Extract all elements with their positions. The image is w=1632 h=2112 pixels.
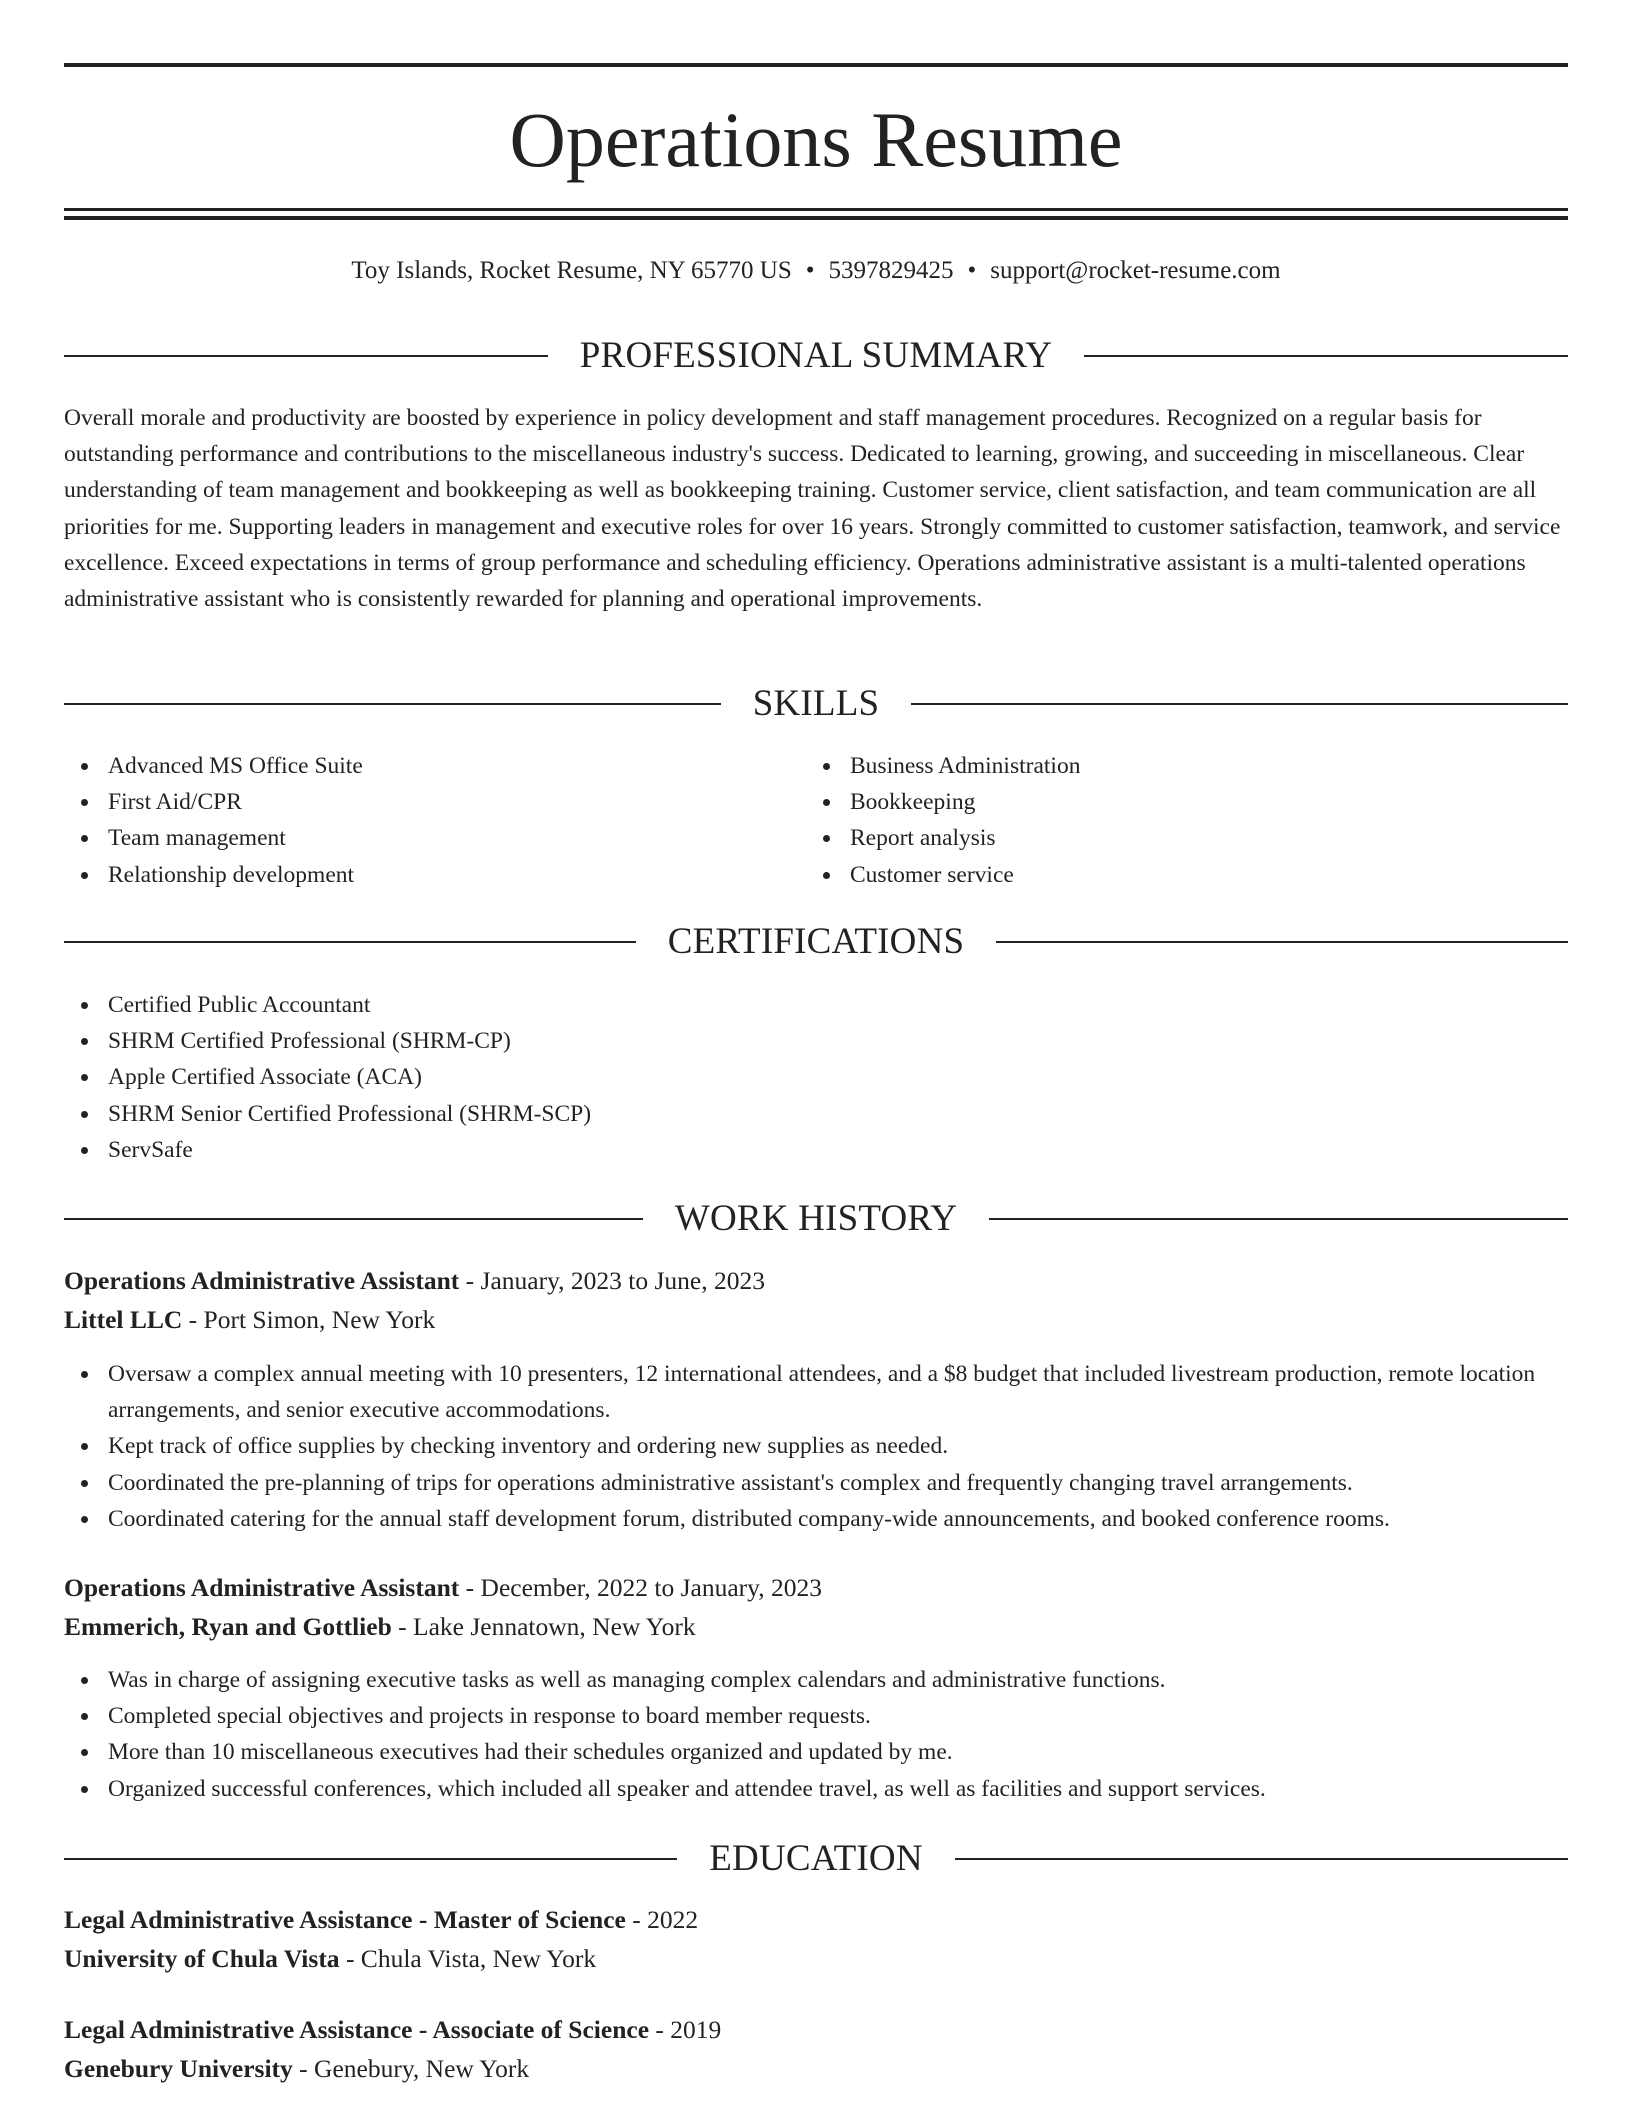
education-degree-line [64,2012,1568,2048]
heading-rule [64,703,721,705]
job-title-line [64,1570,1568,1606]
education-school-line [64,1941,1568,1977]
job-bullet: Coordinated catering for the annual staff development forum, distributed company-wide announcements, and booked conference rooms. [64,1501,1568,1537]
contact-separator: • [805,257,815,284]
job-dates: - January, 2023 to June, 2023 [459,1266,765,1295]
job-bullet: Was in charge of assigning executive tasks as well as managing complex calendars and administrative functions. [64,1662,1568,1698]
certification-item: Certified Public Accountant [64,987,1464,1023]
skill-item: Bookkeeping [806,784,1506,820]
job-company: Emmerich, Ryan and Gottlieb [64,1612,392,1641]
job-company: Littel LLC [64,1305,183,1334]
certification-item: Apple Certified Associate (ACA) [64,1059,1464,1095]
job-location: - Port Simon, New York [182,1305,436,1334]
contact-address: Toy Islands, Rocket Resume, NY 65770 US [351,257,792,284]
heading-rule [996,941,1568,943]
heading-rule [955,1858,1568,1860]
section-title: EDUCATION [709,1838,923,1879]
education-location: - Chula Vista, New York [339,1944,597,1973]
section-title: SKILLS [752,683,880,724]
skill-item: Customer service [806,857,1506,893]
job-bullet: Oversaw a complex annual meeting with 10 presenters, 12 international attendees, and a $8 budget that included livestream production, remote location arrangements, and senior executive accommodations. [64,1356,1568,1428]
job-bullets [64,1662,1568,1807]
job-title-line [64,1263,1568,1299]
section-title: CERTIFICATIONS [667,921,965,962]
education-location: - Genebury, New York [292,2054,530,2083]
skills-list-right [806,748,1506,893]
skill-item: Report analysis [806,820,1506,856]
education-degree: Legal Administrative Assistance - Master of Science [64,1905,626,1934]
skills-list-left [64,748,764,893]
heading-rule [64,1218,643,1220]
section-heading-work-history [64,1195,1568,1243]
contact-line [64,254,1568,288]
section-title: PROFESSIONAL SUMMARY [579,335,1053,376]
skill-item: Team management [64,820,764,856]
section-heading-skills [64,680,1568,728]
certification-item: SHRM Senior Certified Professional (SHRM-SCP) [64,1096,1464,1132]
education-year: - 2022 [625,1905,699,1934]
resume-title: Operations Resume [509,96,1123,183]
job-company-line [64,1302,1568,1338]
job-bullet: Organized successful conferences, which included all speaker and attendee travel, as well as facilities and support services. [64,1771,1568,1807]
job-bullet: More than 10 miscellaneous executives had their schedules organized and updated by me. [64,1734,1568,1770]
certification-item: SHRM Certified Professional (SHRM-CP) [64,1023,1464,1059]
job-company-line [64,1609,1568,1645]
certification-item: ServSafe [64,1132,1464,1168]
certifications-list [64,987,1464,1168]
header-top-rule [64,63,1568,67]
section-title: WORK HISTORY [674,1198,958,1239]
heading-rule [64,1858,677,1860]
job-location: - Lake Jennatown, New York [391,1612,696,1641]
section-heading-education [64,1835,1568,1883]
education-year: - 2019 [649,2015,722,2044]
job-bullets [64,1356,1568,1537]
section-heading-summary [64,332,1568,380]
heading-rule [911,703,1568,705]
job-dates: - December, 2022 to January, 2023 [459,1573,822,1602]
job-bullet: Completed special objectives and projects in response to board member requests. [64,1698,1568,1734]
heading-rule [1084,355,1568,357]
section-heading-certifications [64,918,1568,966]
summary-paragraph: Overall morale and productivity are boosted by experience in policy development and staff management procedures. Recognized on a regular basis for outstanding performance and contributions to the miscellaneous industry's success. Dedicated to learning, growing, and succeeding in miscellaneous. Clear understanding of team management and bookkeeping as well as bookkeeping training. Customer service, client satisfaction, and team communication are all priorities for me. Supporting leaders in management and executive roles for over 16 years. Strongly committed to customer satisfaction, teamwork, and service excellence. Exceed expectations in terms of group performance and scheduling efficiency. Operations administrative assistant is a multi-talented operations administrative assistant who is consistently rewarded for planning and operational improvements. [64,405,1561,613]
skill-item: First Aid/CPR [64,784,764,820]
header-double-rule-lower [64,216,1568,220]
job-title: Operations Administrative Assistant [64,1266,460,1295]
heading-rule [989,1218,1568,1220]
contact-email: support@rocket-resume.com [990,257,1281,284]
contact-separator: • [967,257,977,284]
contact-phone: 5397829425 [828,257,954,284]
education-school: Genebury University [64,2054,293,2083]
skill-item: Business Administration [806,748,1506,784]
header-double-rule-upper [64,208,1568,211]
job-bullet: Coordinated the pre-planning of trips for operations administrative assistant's complex and frequently changing travel arrangements. [64,1465,1568,1501]
heading-rule [64,941,636,943]
education-degree: Legal Administrative Assistance - Associate of Science [64,2015,650,2044]
skill-item: Relationship development [64,857,764,893]
skill-item: Advanced MS Office Suite [64,748,764,784]
education-school: University of Chula Vista [64,1944,340,1973]
education-degree-line [64,1902,1568,1938]
job-title: Operations Administrative Assistant [64,1573,460,1602]
education-school-line [64,2051,1568,2087]
heading-rule [64,355,548,357]
job-bullet: Kept track of office supplies by checking inventory and ordering new supplies as needed. [64,1428,1568,1464]
